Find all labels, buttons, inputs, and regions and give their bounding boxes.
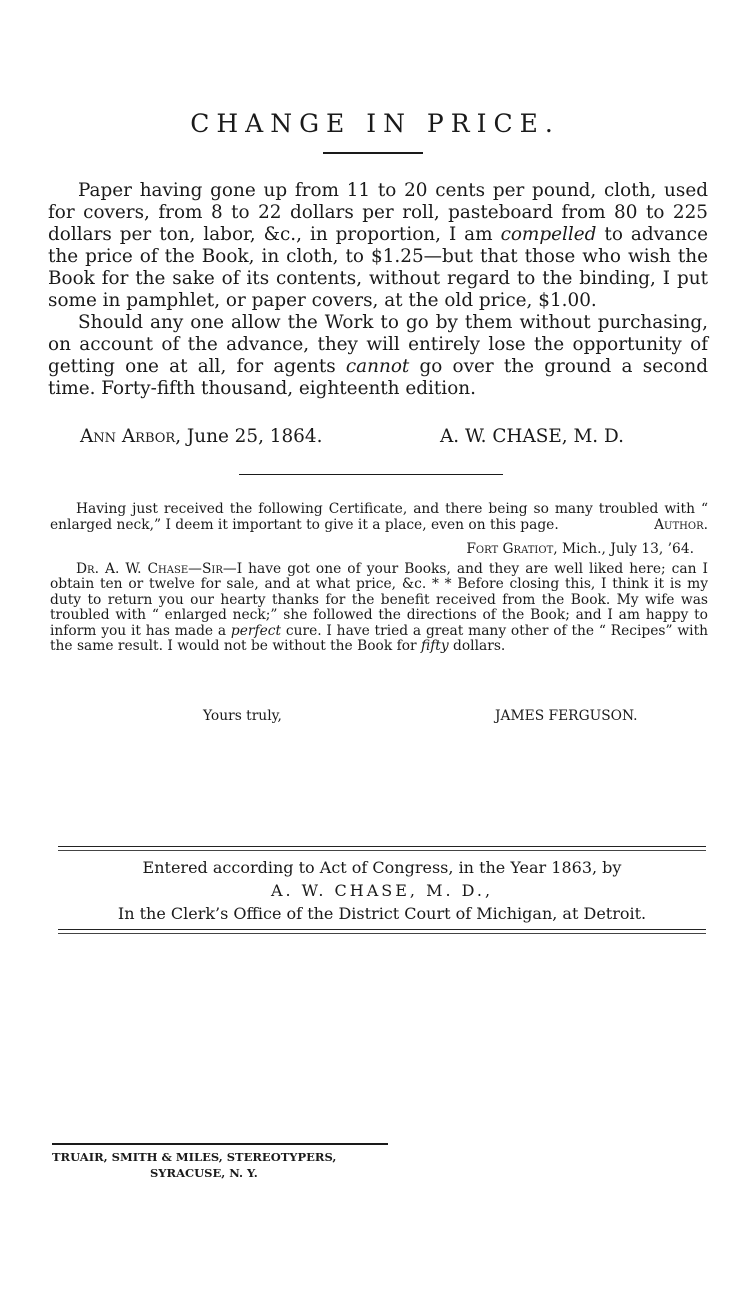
notice-paragraph-2: Should any one allow the Work to go by them without purchasing, on account of the advance, they will entirely lose the opportunity of getting one at all, for agents cannot go over the ground a second time. Forty-fifth thousand, eighteenth edition.	[48, 312, 709, 399]
price-notice	[48, 180, 708, 400]
copyright-line-3: In the Clerk’s Office of the District Court of Michigan, at Detroit.	[117, 904, 647, 923]
imprint-rule	[52, 1143, 388, 1145]
title-divider	[323, 152, 423, 154]
letter-signer: JAMES FERGUSON.	[495, 708, 638, 724]
notice-date: , June 25, 1864.	[175, 426, 323, 447]
section-divider	[239, 474, 503, 475]
notice-dateline	[80, 426, 322, 447]
letter-dateline: Fort Gratiot, Mich., July 13, ’64.	[466, 541, 694, 557]
place-name: Ann Arbor	[80, 426, 176, 447]
certificate-section	[50, 502, 708, 655]
letter-closing: Yours truly,	[203, 708, 282, 724]
copyright-line-2: A. W. CHASE, M. D.,	[270, 881, 494, 900]
printer-line-1: TRUAIR, SMITH & MILES, STEREOTYPERS,	[52, 1150, 337, 1164]
copyright-line-1: Entered according to Act of Congress, in the Year 1863, by	[142, 858, 622, 877]
copyright-top-rule	[58, 846, 706, 851]
page-title: CHANGE IN PRICE.	[190, 108, 560, 138]
printer-line-2: SYRACUSE, N. Y.	[150, 1166, 258, 1180]
intro-signature: Author.	[654, 516, 708, 533]
notice-signature: A. W. CHASE, M. D.	[440, 426, 624, 447]
letter-body: Dr. A. W. Chase—Sir—I have got one of your Books, and they are well liked here; can I obtain ten or twelve for sale, and at what price, &c. * * Before closing this, I think it is my duty to return you our hearty thanks for the benefit received from the Book. My wife was troubled with “ enlarged neck;” she followed the directions of the Book; and I am happy to inform you it has made a perfect cure. I have tried a great many other of the “ Recipes” with the same result. I would not be without the Book for fifty dollars.	[50, 560, 708, 654]
certificate-intro: Having just received the following Certificate, and there being so many troubled with “ enlarged neck,” I deem it important to give it a place, even on this page.	[50, 501, 708, 533]
notice-paragraph-1: Paper having gone up from 11 to 20 cents per pound, cloth, used for covers, from 8 to 22 dollars per roll, pasteboard from 80 to 225 dollars per ton, labor, &c., in proportion, I am compelled to advance the price of the Book, in cloth, to $1.25—but that those who wish the Book for the sake of its contents, without regard to the binding, I put some in pamphlet, or paper covers, at the old price, $1.00.	[48, 180, 708, 311]
copyright-bottom-rule	[58, 929, 706, 934]
